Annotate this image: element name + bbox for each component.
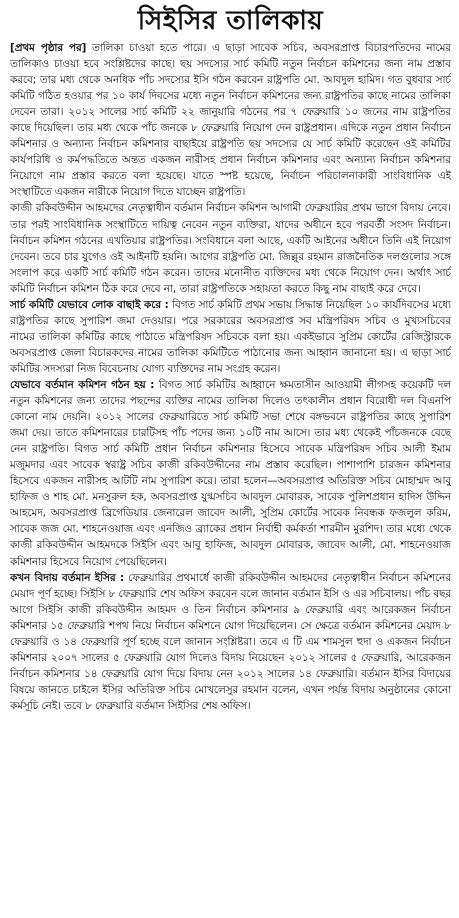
paragraph-body: তালিকা চাওয়া হতে পারে। এ ছাড়া সাবেক সচিব, অবসরপ্রাপ্ত বিচারপতিদের নামের তালিকাও চাওয়া হবে সংশ্লিষ্টদের কাছে। ছয় সদস্যের সার্চ কমিটি নতুন নির্বাচন কমিশনের জন্য নাম প্রস্তাব করবে; তার মধ্য থেকে অনধিক পাঁচ সদস্যের ইসি গঠন করবেন রাষ্ট্রপতি মো. আবদুল হামিদ। গত বুধবার সার্চ কমিটি গঠিত হওয়ার পর ১০ কার্য দিবসের মধ্যে নতুন নির্বাচন কমিশনের জন্য রাষ্ট্রপতির কাছে নামের তালিকা দেবেন তারা। ২০১২ সালের সার্চ কমিটি ২২ জানুয়ারি গঠনের পর ৭ ফেব্রুয়ারি ১০ জনের নাম রাষ্ট্রপতির কাছে দিয়েছিল। তার মধ্য থেকে পাঁচ জনকে ৮ ফেব্রুয়ারি নিয়োগ দেন রাষ্ট্রপ্রধান। এদিকে নতুন প্রধান নির্বাচন কমিশনার ও অন্যান্য নির্বাচন কমিশনার বাছাইয়ে রাষ্ট্রপতি ছয় সদস্যের যে সার্চ কমিটি করেছেন ওই কমিটির কার্যপরিধি ও কর্মপদ্ধতিতে অন্তত একজন নারীসহ প্রধান নির্বাচন কমিশনার এবং অন্যান্য নির্বাচন কমিশনার নিয়োগে নাম প্রস্তাব করতে বলা হয়েছে। যাতে স্পষ্ট হয়েছে, নির্বাচন পরিচালনাকারী সাংবিধানিক এই সংস্থাটিতে একজন নারীকে নিয়োগ দিতে যাচ্ছেন রাষ্ট্রপতি। [10, 42, 452, 199]
paragraph-body: বিগত সার্চ কমিটি প্রথম সভায় সিদ্ধান্ত নিয়েছিল ১০ কার্যদিবসের মধ্যে রাষ্ট্রপতির কাছে সুপারিশ জমা দেওয়ার। পরে সরকারের অবসরপ্রাপ্ত সব মন্ত্রিপরিষদ সচিব ও মুখ্যসচিবের নামের তালিকা কমিটির কাছে পাঠাতে মন্ত্রিপরিষদ সচিবকে বলা হয়। একইভাবে সুপ্রিম কোর্টের রেজিস্ট্রারকে অবসরপ্রাপ্ত জেলা বিচারকদের নামের তালিকা কমিটিতে পাঠানোর জন্য আহ্বান জানানো হয়। এ ছাড়া সার্চ কমিটির সদস্যরা নিজ বিবেচনায় যোগ্য ব্যক্তিদের নাম সংগ্রহ করেন। [10, 298, 451, 375]
article-headline: সিইসির তালিকায় [137, 6, 324, 36]
article-paragraph-2 [10, 200, 451, 296]
continued-from-front-page-label: [প্রথম পৃষ্ঠার পর] [10, 42, 87, 54]
subheading-search-committee-selection: সার্চ কমিটি যেভাবে লোক বাছাই করে : [10, 298, 169, 311]
paragraph-body: ফেব্রুয়ারির প্রথমার্ধে কাজী রকিবউদ্দীন আহমদের নেতৃত্বাধীন নির্বাচন কমিশনের মেয়াদ পূর্ণ হচ্ছে। সিইসি ৮ ফেব্রুয়ারি শেষ অফিস করবেন বলে জানান বর্তমান ইসি ও এর সচিবালয়। পাঁচ বছর আগে সিইসি কাজী রকিবউদ্দীন আহমদ ও তিন নির্বাচন কমিশনার ৯ ফেব্রুয়ারি এবং আরেকজন নির্বাচন কমিশনার ১৫ ফেব্রুয়ারি শপথ নিয়ে নির্বাচন কমিশনে যোগ দিয়েছিলেন। সে ক্ষেত্রে বর্তমান কমিশনের মেয়াদ ৮ ফেব্রুয়ারি ও ১৪ ফেব্রুয়ারি পূর্ণ হচ্ছে বলে জানান সংশ্লিষ্টরা। তবে এ টি এম শামসুল হুদা ও একজন নির্বাচন কমিশনার ২০০৭ সালের ৫ ফেব্রুয়ারি যোগ দিলেও বিদায় নিয়েছেন ২০১২ সালের ৫ ফেব্রুয়ারি, আরেকজন নির্বাচন কমিশনার ১৪ ফেব্রুয়ারি যোগ দিয়ে বিদায় নেন ২০১২ সালের ১৪ ফেব্রুয়ারি। বর্তমান ইসির বিদায়ের বিষয়ে জানতে চাইলে ইসির অতিরিক্ত সচিব মোখলেসুর রহমান বলেন, এখন পর্যন্ত বিদায় অনুষ্ঠানের কোনো কর্মসূচি নেই। তবে ৮ ফেব্রুয়ারি বর্তমান সিইসির শেষ অফিস। [10, 571, 451, 712]
subheading-current-ec-departure: কখন বিদায় বর্তমান ইসির : [10, 571, 125, 584]
article-paragraph-4 [10, 377, 451, 570]
subheading-current-commission-formation: যেভাবে বর্তমান কমিশন গঠন হয় : [10, 378, 155, 391]
article-paragraph-3 [10, 297, 451, 377]
paragraph-body: বিগত সার্চ কমিটির আহ্বানে ক্ষমতাসীন আওয়ামী লীগসহ কয়েকটি দল নতুন কমিশনের জন্য তাদের পছন্দের ব্যক্তির নামের তালিকা দিলেও তৎকালীন প্রধান বিরোধী দল বিএনপি কোনো নাম দেয়নি। ২০১২ সালের ফেব্রুয়ারিতে সার্চ কমিটি সভা শেষে বঙ্গভবনে রাষ্ট্রপতির কাছে সুপারিশ জমা দেয়। তাতে কমিশনারের চারটিসহ পাঁচ পদের জন্য ১০টি নাম আসে। তার মধ্য থেকেই পাঁচজনকে বেছে নেন রাষ্ট্রপতি। বিগত সার্চ কমিটি প্রধান নির্বাচন কমিশনার হিসেবে সাবেক মন্ত্রিপরিষদ সচিব আলী ইমাম মজুমদার এবং সাবেক স্বরাষ্ট্র সচিব কাজী রকিবউদ্দীনের নাম প্রস্তাব করেছিল। পাশাপাশি চারজন কমিশনার হিসেবে একজন নারীসহ আটটি নাম সুপারিশ করে। তারা হলেন—অবসরপ্রাপ্ত অতিরিক্ত সচিব মোহাম্মদ আবু হাফিজ ও শাহ মো. মনসুরুল হক, অবসরপ্রাপ্ত যুগ্মসচিব আবদুল মোবারক, সাবেক পুলিশপ্রধান হাদিস উদ্দিন আহমেদ, অবসরপ্রাপ্ত ব্রিগেডিয়ার জেনারেল জাবেদ আলী, সুপ্রিম কোর্টের সাবেক নিবন্ধক ফজলুল করিম, সাবেক জজ মো. শাহনেওয়াজ এবং এনজিও ব্র্যাকের প্রধান নির্বাহী কর্মকর্তা শারমীন মুরশিদ। তার মধ্যে থেকে কাজী রকিবউদ্দীন আহমদকে সিইসি এবং আবু হাফিজ, আবদুল মোবারক, জাবেদ আলী, মো. শাহনেওয়াজ কমিশনার হিসেবে নিয়োগ পেয়েছিলেন। [10, 378, 451, 568]
article-paragraph-5 [10, 570, 451, 714]
paragraph-body: কাজী রকিবউদ্দীন আহমদের নেতৃত্বাধীন বর্তমান নির্বাচন কমিশন আগামী ফেব্রুয়ারির প্রথম ভাগে বিদায় নেবে। তার পরই সাংবিধানিক সংস্থাটিতে দায়িত্ব নেবেন নতুন ব্যক্তিরা, যাদের অধীনে হবে পরবর্তী সংসদ নির্বাচন। নির্বাচন কমিশন গঠনের এখতিয়ার রাষ্ট্রপতির। সংবিধানে বলা আছে, একটি আইনের অধীনে তিনি এই নিয়োগ দেবেন। তবে চার যুগেও ওই আইনটি হয়নি। আগের রাষ্ট্রপতি মো. জিল্লুর রহমান রাজনৈতিক দলগুলোর সঙ্গে সংলাপ করে একটি সার্চ কমিটি গঠন করেন। তাদের মনোনীত ব্যক্তিদের মধ্য থেকে নিয়োগ দেন। অর্থাৎ সার্চ কমিটি নির্বাচন কমিশন ঠিক করে দেবে না, তারা রাষ্ট্রপতিকে সহায়তা করতে কিছু নাম বাছাই করে দেবে। [10, 202, 451, 295]
article-paragraph-1 [10, 40, 451, 200]
